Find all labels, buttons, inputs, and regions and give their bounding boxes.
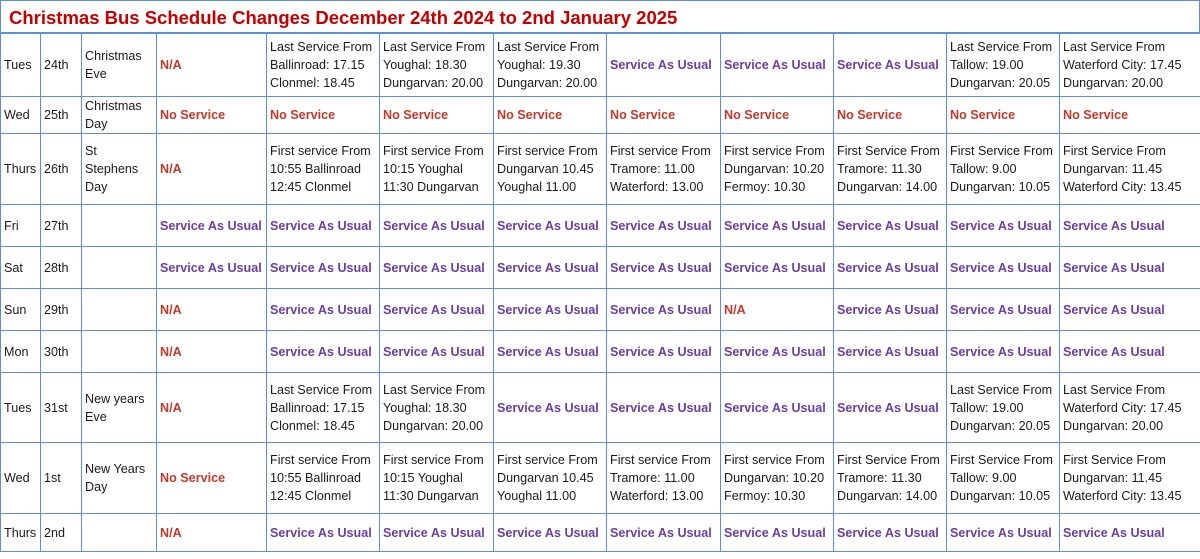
service-time-line: Dungarvan: 20.00 [1063, 418, 1164, 433]
service-time-line: Dungarvan: 10.05 [950, 180, 1051, 194]
service-time-line: Dungarvan: 11.45 [1063, 162, 1163, 176]
service-time-line: 10:15 Youghal [383, 471, 463, 485]
status-service-as-usual: Service As Usual [494, 331, 607, 373]
schedule-row [1, 373, 1200, 443]
status-service-as-usual: Service As Usual [721, 205, 834, 247]
occasion-cell [82, 247, 157, 289]
status-service-as-usual: Service As Usual [607, 514, 721, 552]
status-service-as-usual: Service As Usual [721, 514, 834, 552]
service-time-line: Tramore: 11.30 [837, 162, 922, 176]
service-time-line: Youghal: 18.30 [383, 58, 467, 72]
status-service-as-usual: Service As Usual [607, 247, 721, 289]
service-times-cell [834, 443, 947, 514]
day-cell: Mon [1, 331, 41, 373]
status-service-as-usual: Service As Usual [267, 514, 380, 552]
service-times-cell [494, 34, 607, 97]
status-service-as-usual: Service As Usual [947, 514, 1060, 552]
service-time-line: First Service From [837, 144, 940, 158]
service-time-line: Waterford City: 17.45 [1063, 58, 1182, 72]
service-times-cell [721, 134, 834, 205]
service-time-line: Youghal: 18.30 [383, 400, 467, 415]
status-no-service: No Service [1060, 97, 1200, 134]
date-cell: 28th [41, 247, 82, 289]
service-times-cell [947, 373, 1060, 443]
status-service-as-usual: Service As Usual [380, 247, 494, 289]
service-time-line: First service From [270, 144, 371, 158]
status-service-as-usual: Service As Usual [380, 205, 494, 247]
service-time-line: Waterford City: 13.45 [1063, 180, 1182, 194]
status-service-as-usual: Service As Usual [1060, 289, 1200, 331]
status-service-as-usual: Service As Usual [267, 205, 380, 247]
service-times-cell [267, 373, 380, 443]
status-service-as-usual: Service As Usual [157, 247, 267, 289]
date-cell: 30th [41, 331, 82, 373]
status-not-applicable: N/A [157, 331, 267, 373]
service-times-cell [267, 134, 380, 205]
status-service-as-usual: Service As Usual [607, 289, 721, 331]
occasion-cell [82, 514, 157, 552]
status-service-as-usual: Service As Usual [721, 331, 834, 373]
status-service-as-usual: Service As Usual [721, 247, 834, 289]
day-cell: Fri [1, 205, 41, 247]
occasion-cell: St Stephens Day [82, 134, 157, 205]
service-time-line: First service From [383, 453, 484, 467]
service-time-line: Last Service From [497, 40, 600, 54]
service-time-line: Dungarvan: 20.05 [950, 76, 1051, 90]
day-cell: Sat [1, 247, 41, 289]
page-title: Christmas Bus Schedule Changes December 24th 2024 to 2nd January 2025 [0, 0, 1200, 33]
status-not-applicable: N/A [157, 34, 267, 97]
service-time-line: First service From [497, 453, 598, 467]
date-cell: 24th [41, 34, 82, 97]
service-time-line: Waterford: 13.00 [610, 489, 704, 503]
service-time-line: Tramore: 11.00 [610, 162, 695, 176]
status-service-as-usual: Service As Usual [494, 373, 607, 443]
status-service-as-usual: Service As Usual [834, 331, 947, 373]
status-no-service: No Service [494, 97, 607, 134]
status-not-applicable: N/A [157, 373, 267, 443]
service-time-line: Dungarvan: 14.00 [837, 489, 938, 503]
service-time-line: Fermoy: 10.30 [724, 489, 806, 503]
day-cell: Thurs [1, 134, 41, 205]
service-time-line: First service From [383, 144, 484, 158]
day-cell: Wed [1, 443, 41, 514]
service-times-cell [267, 34, 380, 97]
service-time-line: 10:55 Ballinroad [270, 162, 362, 176]
service-times-cell [267, 443, 380, 514]
service-times-cell [380, 134, 494, 205]
date-cell: 29th [41, 289, 82, 331]
status-service-as-usual: Service As Usual [494, 289, 607, 331]
status-service-as-usual: Service As Usual [834, 373, 947, 443]
service-time-line: Tramore: 11.30 [837, 471, 922, 485]
schedule-row [1, 443, 1200, 514]
service-time-line: Tallow: 19.00 [950, 58, 1024, 72]
date-cell: 27th [41, 205, 82, 247]
service-times-cell [947, 443, 1060, 514]
service-time-line: Dungarvan: 14.00 [837, 180, 938, 194]
status-service-as-usual: Service As Usual [947, 289, 1060, 331]
status-service-as-usual: Service As Usual [607, 34, 721, 97]
service-time-line: 11:30 Dungarvan [383, 489, 479, 503]
status-service-as-usual: Service As Usual [721, 34, 834, 97]
status-service-as-usual: Service As Usual [834, 247, 947, 289]
status-service-as-usual: Service As Usual [947, 247, 1060, 289]
service-times-cell [380, 34, 494, 97]
occasion-cell [82, 289, 157, 331]
status-service-as-usual: Service As Usual [1060, 514, 1200, 552]
status-service-as-usual: Service As Usual [494, 205, 607, 247]
service-time-line: Youghal 11.00 [497, 180, 577, 194]
service-time-line: Dungarvan: 20.00 [383, 418, 484, 433]
status-service-as-usual: Service As Usual [380, 289, 494, 331]
service-time-line: Dungarvan: 10.05 [950, 489, 1051, 503]
service-time-line: Last Service From [1063, 382, 1166, 397]
status-no-service: No Service [157, 443, 267, 514]
service-time-line: First Service From [1063, 453, 1166, 467]
service-time-line: First Service From [950, 453, 1053, 467]
service-times-cell [1060, 373, 1200, 443]
status-no-service: No Service [834, 97, 947, 134]
date-cell: 2nd [41, 514, 82, 552]
occasion-cell: Christmas Day [82, 97, 157, 134]
status-service-as-usual: Service As Usual [834, 205, 947, 247]
schedule-row [1, 331, 1200, 373]
service-time-line: 12:45 Clonmel [270, 180, 352, 194]
status-service-as-usual: Service As Usual [947, 331, 1060, 373]
service-time-line: Last Service From [270, 382, 373, 397]
status-service-as-usual: Service As Usual [1060, 205, 1200, 247]
schedule-row [1, 97, 1200, 134]
service-time-line: Dungarvan 10.45 [497, 471, 594, 485]
status-service-as-usual: Service As Usual [834, 289, 947, 331]
service-time-line: First service From [610, 453, 711, 467]
service-times-cell [380, 443, 494, 514]
service-times-cell [607, 443, 721, 514]
service-time-line: First service From [610, 144, 711, 158]
status-no-service: No Service [380, 97, 494, 134]
status-service-as-usual: Service As Usual [380, 514, 494, 552]
status-service-as-usual: Service As Usual [380, 331, 494, 373]
schedule-table-body [1, 34, 1200, 552]
status-service-as-usual: Service As Usual [607, 331, 721, 373]
occasion-cell: Christmas Eve [82, 34, 157, 97]
service-time-line: Dungarvan: 20.00 [383, 76, 484, 90]
service-time-line: Ballinroad: 17.15 [270, 58, 365, 72]
status-not-applicable: N/A [157, 134, 267, 205]
status-no-service: No Service [267, 97, 380, 134]
status-service-as-usual: Service As Usual [157, 205, 267, 247]
service-time-line: Youghal 11.00 [497, 489, 577, 503]
service-time-line: Dungarvan: 20.00 [497, 76, 598, 90]
service-time-line: Dungarvan: 20.00 [1063, 76, 1164, 90]
status-service-as-usual: Service As Usual [834, 514, 947, 552]
day-cell: Thurs [1, 514, 41, 552]
service-time-line: Dungarvan: 10.20 [724, 471, 825, 485]
date-cell: 1st [41, 443, 82, 514]
status-service-as-usual: Service As Usual [721, 373, 834, 443]
date-cell: 31st [41, 373, 82, 443]
service-time-line: 10:55 Ballinroad [270, 471, 362, 485]
occasion-cell: New years Eve [82, 373, 157, 443]
service-time-line: Fermoy: 10.30 [724, 180, 806, 194]
service-time-line: First service From [724, 453, 825, 467]
service-time-line: Dungarvan: 10.20 [724, 162, 825, 176]
schedule-table [0, 33, 1200, 552]
status-service-as-usual: Service As Usual [1060, 247, 1200, 289]
service-time-line: 12:45 Clonmel [270, 489, 352, 503]
schedule-row [1, 289, 1200, 331]
status-not-applicable: N/A [157, 289, 267, 331]
status-no-service: No Service [721, 97, 834, 134]
service-times-cell [834, 134, 947, 205]
service-time-line: First service From [724, 144, 825, 158]
service-time-line: Last Service From [383, 40, 486, 54]
occasion-cell [82, 331, 157, 373]
service-time-line: Waterford City: 13.45 [1063, 489, 1182, 503]
status-not-applicable: N/A [721, 289, 834, 331]
service-time-line: Dungarvan 10.45 [497, 162, 594, 176]
status-no-service: No Service [947, 97, 1060, 134]
service-time-line: Clonmel: 18.45 [270, 418, 355, 433]
status-service-as-usual: Service As Usual [947, 205, 1060, 247]
status-service-as-usual: Service As Usual [494, 247, 607, 289]
status-not-applicable: N/A [157, 514, 267, 552]
schedule-row [1, 34, 1200, 97]
day-cell: Wed [1, 97, 41, 134]
day-cell: Sun [1, 289, 41, 331]
status-no-service: No Service [607, 97, 721, 134]
status-service-as-usual: Service As Usual [267, 331, 380, 373]
schedule-row [1, 514, 1200, 552]
service-time-line: First Service From [950, 144, 1053, 158]
day-cell: Tues [1, 34, 41, 97]
status-service-as-usual: Service As Usual [607, 205, 721, 247]
service-time-line: First Service From [1063, 144, 1166, 158]
service-time-line: Tallow: 19.00 [950, 400, 1024, 415]
service-times-cell [494, 443, 607, 514]
service-time-line: Dungarvan: 20.05 [950, 418, 1051, 433]
service-time-line: Waterford: 13.00 [610, 180, 704, 194]
schedule-row [1, 134, 1200, 205]
service-time-line: First service From [497, 144, 598, 158]
date-cell: 25th [41, 97, 82, 134]
service-times-cell [607, 134, 721, 205]
schedule-row [1, 247, 1200, 289]
status-service-as-usual: Service As Usual [1060, 331, 1200, 373]
status-service-as-usual: Service As Usual [267, 247, 380, 289]
service-time-line: Tallow: 9.00 [950, 162, 1017, 176]
service-time-line: Last Service From [383, 382, 486, 397]
service-time-line: Waterford City: 17.45 [1063, 400, 1182, 415]
occasion-cell [82, 205, 157, 247]
service-times-cell [494, 134, 607, 205]
service-time-line: Dungarvan: 11.45 [1063, 471, 1163, 485]
service-time-line: Ballinroad: 17.15 [270, 400, 365, 415]
service-time-line: First service From [270, 453, 371, 467]
occasion-cell: New Years Day [82, 443, 157, 514]
service-times-cell [947, 34, 1060, 97]
service-times-cell [947, 134, 1060, 205]
service-time-line: Youghal: 19.30 [497, 58, 581, 72]
status-service-as-usual: Service As Usual [834, 34, 947, 97]
status-no-service: No Service [157, 97, 267, 134]
status-service-as-usual: Service As Usual [607, 373, 721, 443]
service-time-line: 10:15 Youghal [383, 162, 463, 176]
status-service-as-usual: Service As Usual [494, 514, 607, 552]
status-service-as-usual: Service As Usual [267, 289, 380, 331]
service-time-line: Clonmel: 18.45 [270, 76, 355, 90]
service-times-cell [1060, 34, 1200, 97]
service-times-cell [1060, 443, 1200, 514]
service-time-line: Last Service From [950, 40, 1053, 54]
day-cell: Tues [1, 373, 41, 443]
service-time-line: Last Service From [1063, 40, 1166, 54]
service-times-cell [1060, 134, 1200, 205]
date-cell: 26th [41, 134, 82, 205]
service-times-cell [380, 373, 494, 443]
schedule-row [1, 205, 1200, 247]
service-time-line: Tramore: 11.00 [610, 471, 695, 485]
service-times-cell [721, 443, 834, 514]
service-time-line: 11:30 Dungarvan [383, 180, 479, 194]
service-time-line: Last Service From [950, 382, 1053, 397]
service-time-line: Tallow: 9.00 [950, 471, 1017, 485]
service-time-line: Last Service From [270, 40, 373, 54]
service-time-line: First Service From [837, 453, 940, 467]
